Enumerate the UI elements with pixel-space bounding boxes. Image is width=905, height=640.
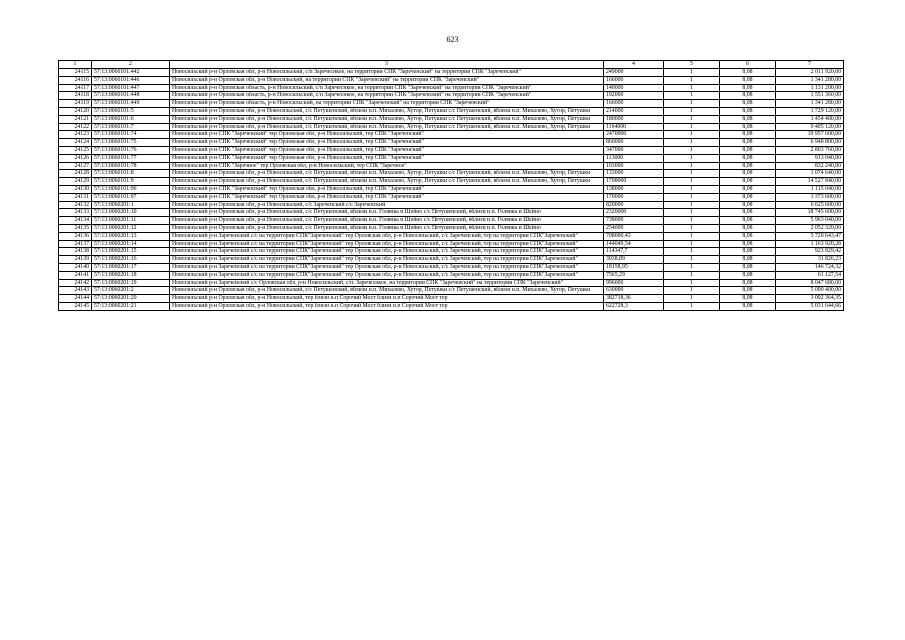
cell-k: 1: [664, 115, 720, 123]
cell-val: 5 031 644,66: [776, 302, 844, 310]
cell-val: 6 625 600,00: [776, 201, 844, 209]
cell-val: 14 527 840,00: [776, 178, 844, 186]
cell-val: 1 729 120,00: [776, 107, 844, 115]
table-row: [59, 162, 844, 170]
cell-rate: 8,08: [720, 115, 776, 123]
cell-n: 24139: [59, 256, 92, 264]
cell-rate: 8,08: [720, 302, 776, 310]
table-row: [59, 185, 844, 193]
cell-desc: Новосильский р-н Зареченский с/с на территории СПК"Зареченский" тер Орловская обл, р-н Новосильский, с/с Зареченский, тер на территории СПК"Зареченский": [170, 271, 604, 279]
cell-rate: 8,08: [720, 232, 776, 240]
column-header: 6: [720, 61, 776, 69]
cell-val: 832 240,00: [776, 162, 844, 170]
cell-val: 2 011 920,00: [776, 69, 844, 77]
cell-rate: 8,08: [720, 154, 776, 162]
table-row: [59, 170, 844, 178]
cell-area: 138000: [604, 185, 664, 193]
cell-cad: 57:13:0060201:2: [92, 287, 170, 295]
cell-k: 1: [664, 279, 720, 287]
cell-cad: 57:13:0060101:74: [92, 131, 170, 139]
cell-cad: 57:13:0060101:96: [92, 185, 170, 193]
cell-n: 24130: [59, 185, 92, 193]
cell-desc: Новосильский р-н СПК "Зареченский" тер Орловская обл, р-н Новосильский, тер СПК "Зареченский": [170, 154, 604, 162]
cell-desc: Новосильский р-н Орловская область, р-н Новосильский, на территории СПК "Зареченский" на территории СПК "Зареченский": [170, 100, 604, 108]
cell-k: 1: [664, 84, 720, 92]
cell-desc: Новосильский р-н СПК "Зареченский" тер Орловская обл, р-н Новосильский, тер СПК "Зареченский": [170, 193, 604, 201]
cell-area: 254000: [604, 224, 664, 232]
cell-rate: 8,08: [720, 84, 776, 92]
cell-k: 1: [664, 256, 720, 264]
cell-desc: Новосильский р-н Орловская обл, р-н Новосильский, тер близи н.п Сорочий Мост близи н.п Сорочий Мост тер: [170, 302, 604, 310]
cell-val: 5 963 040,00: [776, 217, 844, 225]
cell-desc: Новосильский р-н Зареченский с/с на территории СПК"Зареченский" тер Орловская обл, р-н Новосильский, с/с Зареченский, тер на территории СПК"Зареченский": [170, 263, 604, 271]
cell-rate: 8,08: [720, 76, 776, 84]
column-number-row: [59, 61, 844, 69]
cell-k: 1: [664, 240, 720, 248]
column-header: 2: [92, 61, 170, 69]
cell-k: 1: [664, 154, 720, 162]
table-row: [59, 240, 844, 248]
cell-cad: 57:13:0060201:19: [92, 279, 170, 287]
table-row: [59, 123, 844, 131]
cell-desc: Новосильский р-н Орловская обл, р-н Новосильский, с/с Зареченский с/с Зареченский: [170, 201, 604, 209]
cell-rate: 8,08: [720, 162, 776, 170]
cell-val: 9 405 120,00: [776, 123, 844, 131]
cell-val: 2 803 760,00: [776, 146, 844, 154]
cell-rate: 8,08: [720, 92, 776, 100]
cell-area: 622728,3: [604, 302, 664, 310]
cell-val: 1 115 040,00: [776, 185, 844, 193]
cell-area: 820000: [604, 201, 664, 209]
table-row: [59, 217, 844, 225]
cell-val: 6 948 800,00: [776, 139, 844, 147]
cell-val: 1 341 280,00: [776, 76, 844, 84]
table-row: [59, 224, 844, 232]
cell-val: 1 341 280,00: [776, 100, 844, 108]
cell-cad: 57:13:0060101:78: [92, 162, 170, 170]
table-row: [59, 287, 844, 295]
cell-cad: 57:13:0060201:17: [92, 263, 170, 271]
table-row: [59, 271, 844, 279]
cell-area: 170000: [604, 193, 664, 201]
table-row: [59, 201, 844, 209]
cell-val: 1 163 920,28: [776, 240, 844, 248]
cell-n: 24141: [59, 271, 92, 279]
cell-val: 5 090 400,00: [776, 287, 844, 295]
cell-desc: Новосильский р-н СПК "Зареченский" тер Орловская обл, р-н Новосильский, тер СПК "Зареченский": [170, 131, 604, 139]
cell-rate: 8,08: [720, 170, 776, 178]
cell-rate: 8,08: [720, 146, 776, 154]
cell-desc: Новосильский р-н Зареченский с/с на территории СПК"Зареченский" тер Орловская обл, р-н Новосильский, с/с Зареченский, тер на территории СПК"Зареченский": [170, 256, 604, 264]
cell-desc: Новосильский р-н Зареченский с/с Орловская обл, р-н Новосильский, с/п. Заречеснкое, на территории СПК "Зареченский" на территории СПК "Зареченский": [170, 279, 604, 287]
cell-rate: 8,08: [720, 279, 776, 287]
cell-k: 1: [664, 271, 720, 279]
cell-cad: 57:13:0060201:11: [92, 217, 170, 225]
column-header: 3: [170, 61, 604, 69]
cell-val: 18 745 600,00: [776, 209, 844, 217]
cell-cad: 57:13:0060201:13: [92, 232, 170, 240]
cell-n: 24140: [59, 263, 92, 271]
cell-val: 1 551 360,00: [776, 92, 844, 100]
cell-n: 24144: [59, 295, 92, 303]
cell-n: 24129: [59, 178, 92, 186]
cell-cad: 57:13:0060201:21: [92, 302, 170, 310]
cell-rate: 8,08: [720, 256, 776, 264]
cell-n: 24119: [59, 100, 92, 108]
cell-area: 249000: [604, 69, 664, 77]
cell-cad: 57:13:0060101:442: [92, 69, 170, 77]
column-header: 5: [664, 61, 720, 69]
cell-desc: Новосильский р-н Орловская область, р-н Новосильский, с/п Заречеснкое, на территории СПК "Зареченский" на территории СПК "Зареченский": [170, 92, 604, 100]
cell-val: 1 373 600,00: [776, 193, 844, 201]
cell-k: 1: [664, 201, 720, 209]
cell-k: 1: [664, 209, 720, 217]
cell-cad: 57:13:0060101:449: [92, 100, 170, 108]
cell-area: 738000: [604, 217, 664, 225]
table-row: [59, 115, 844, 123]
cell-k: 1: [664, 302, 720, 310]
cell-area: 133000: [604, 170, 664, 178]
cell-val: 61 127,54: [776, 271, 844, 279]
cell-n: 24120: [59, 107, 92, 115]
cell-val: 1 454 400,00: [776, 115, 844, 123]
cell-k: 1: [664, 217, 720, 225]
cell-area: 2470000: [604, 131, 664, 139]
cell-val: 8 047 680,00: [776, 279, 844, 287]
cell-cad: 57:13:0060101:5: [92, 107, 170, 115]
cell-n: 24137: [59, 240, 92, 248]
cell-desc: Новосильский р-н Орловская обл, р-н Новосильский, с/с Петушенский, вблизи н.п. Михалево, Хутор, Петушки с/с Петушенский, вблизи н.п. Михалево, Хутор, Петушки: [170, 287, 604, 295]
cell-n: 24117: [59, 84, 92, 92]
cell-k: 1: [664, 92, 720, 100]
cell-n: 24128: [59, 170, 92, 178]
cell-desc: Новосильский р-н Орловская обл, р-н Новосильский, с/с Петушенский, вблизи н.п. Михалево, Хутор, Петушки с/с Петушенский, вблизи н.п. Михалево, Хутор, Петушки: [170, 115, 604, 123]
cell-cad: 57:13:0060201:10: [92, 209, 170, 217]
cell-n: 24135: [59, 224, 92, 232]
cell-k: 1: [664, 263, 720, 271]
cell-k: 1: [664, 131, 720, 139]
cell-area: 860000: [604, 139, 664, 147]
cell-val: 2 052 320,00: [776, 224, 844, 232]
cell-cad: 57:13:0060101:76: [92, 146, 170, 154]
cell-rate: 8,08: [720, 295, 776, 303]
cell-k: 1: [664, 224, 720, 232]
column-header: 1: [59, 61, 92, 69]
cell-val: 19 957 600,00: [776, 131, 844, 139]
cell-k: 1: [664, 162, 720, 170]
cell-n: 24115: [59, 69, 92, 77]
cell-n: 24124: [59, 139, 92, 147]
cell-rate: 8,08: [720, 139, 776, 147]
table-row: [59, 256, 844, 264]
cell-rate: 8,08: [720, 100, 776, 108]
cell-cad: 57:13:0060101:448: [92, 92, 170, 100]
cell-rate: 8,08: [720, 271, 776, 279]
table-row: [59, 302, 844, 310]
cell-cad: 57:13:0060101:75: [92, 139, 170, 147]
cell-k: 1: [664, 76, 720, 84]
cell-n: 24142: [59, 279, 92, 287]
cell-area: 166000: [604, 100, 664, 108]
cell-cad: 57:13:0060101:446: [92, 76, 170, 84]
cell-n: 24133: [59, 209, 92, 217]
cell-k: 1: [664, 100, 720, 108]
table-row: [59, 146, 844, 154]
cell-area: 2320000: [604, 209, 664, 217]
cell-k: 1: [664, 295, 720, 303]
cell-val: 31 826,23: [776, 256, 844, 264]
cell-desc: Новосильский р-н Зареченский с/с на территории СПК"Зареченский" тер Орловская обл, р-н Новосильский, с/с Зареченский, тер на территории СПК"Зареченский": [170, 240, 604, 248]
cell-area: 166000: [604, 76, 664, 84]
cell-cad: 57:13:0060201:14: [92, 240, 170, 248]
cell-area: 144049,54: [604, 240, 664, 248]
cell-cad: 57:13:0060101:447: [92, 84, 170, 92]
cell-n: 24136: [59, 232, 92, 240]
cell-area: 214000: [604, 107, 664, 115]
column-header: 7: [776, 61, 844, 69]
table-body: [59, 69, 844, 311]
cell-k: 1: [664, 178, 720, 186]
table-row: [59, 69, 844, 77]
cell-desc: Новосильский р-н Орловская область, р-н Новосильский, с/п Заречеснкое, на территории СПК "Зареченский" на территории СПК "Зареченский": [170, 84, 604, 92]
cell-n: 24123: [59, 131, 92, 139]
cell-area: 347000: [604, 146, 664, 154]
cell-desc: Новосильский р-н Орловская обл, р-н Новосильский, на территории СПК "Зареченский" на территории СПК "Зареченский": [170, 76, 604, 84]
cell-desc: Новосильский р-н Зареченский с/с на территории СПК"Зареченский" тер Орловская обл, р-н Новосильский, с/с Зареченский, тер на территории СПК"Зареченский": [170, 232, 604, 240]
cell-rate: 8,08: [720, 131, 776, 139]
cell-area: 3938,89: [604, 256, 664, 264]
cell-rate: 8,08: [720, 263, 776, 271]
cell-cad: 57:13:0060201:16: [92, 256, 170, 264]
cell-desc: Новосильский р-н Зареченский с/с на территории СПК"Зареченский" тер Орловская обл, р-н Новосильский, с/с Зареченский, тер на территории СПК"Зареченский": [170, 248, 604, 256]
cell-area: 192000: [604, 92, 664, 100]
cell-area: 7565,29: [604, 271, 664, 279]
cell-area: 113000: [604, 154, 664, 162]
cell-k: 1: [664, 193, 720, 201]
cell-k: 1: [664, 287, 720, 295]
cell-area: 180000: [604, 115, 664, 123]
cell-rate: 8,08: [720, 201, 776, 209]
cell-k: 1: [664, 248, 720, 256]
table-row: [59, 100, 844, 108]
cell-k: 1: [664, 185, 720, 193]
cell-k: 1: [664, 232, 720, 240]
cell-desc: Новосильский р-н Орловская обл, р-н Новосильский, с/с Петушенский, вблизи н.п. Голянка и Шейно с/с Петушенский, вблизи н.п. Голянка и Шейно: [170, 217, 604, 225]
cell-n: 24131: [59, 193, 92, 201]
table-row: [59, 139, 844, 147]
cell-rate: 8,08: [720, 217, 776, 225]
cell-n: 24138: [59, 248, 92, 256]
cell-rate: 8,08: [720, 69, 776, 77]
cell-cad: 57:13:0060101:7: [92, 123, 170, 131]
cell-n: 24126: [59, 154, 92, 162]
cell-k: 1: [664, 107, 720, 115]
cell-val: 1 131 200,00: [776, 84, 844, 92]
table-row: [59, 248, 844, 256]
table-row: [59, 92, 844, 100]
cell-area: 103000: [604, 162, 664, 170]
cell-area: 708000,43: [604, 232, 664, 240]
cell-n: 24121: [59, 115, 92, 123]
cell-desc: Новосильский р-н Орловская обл, р-н Новосильский, с/с Петушенский, вблизи н.п. Голянка и Шейно с/с Петушенский, вблизи н.п. Голянка и Шейно: [170, 224, 604, 232]
cell-k: 1: [664, 146, 720, 154]
cell-cad: 57:13:0060101:6: [92, 115, 170, 123]
table-row: [59, 107, 844, 115]
cell-rate: 8,08: [720, 193, 776, 201]
table-row: [59, 154, 844, 162]
cell-val: 1 074 640,00: [776, 170, 844, 178]
cell-rate: 8,08: [720, 240, 776, 248]
cell-area: 630000: [604, 287, 664, 295]
cell-area: 114347,7: [604, 248, 664, 256]
cell-rate: 8,08: [720, 123, 776, 131]
cell-val: 146 724,32: [776, 263, 844, 271]
cell-k: 1: [664, 123, 720, 131]
cell-cad: 57:13:0060201:1: [92, 201, 170, 209]
cell-desc: Новосильский р-н СПК "Зареченский" тер Орловская обл, р-н Новосильский, тер СПК "Зареченский": [170, 185, 604, 193]
cell-desc: Новосильский р-н Орловская обл, р-н Новосильский, с/п Заречеснкое, на территории СПК "Зареченский" на территории СПК "Зареченский": [170, 69, 604, 77]
table-row: [59, 263, 844, 271]
cell-n: 24143: [59, 287, 92, 295]
table-row: [59, 131, 844, 139]
table-row: [59, 209, 844, 217]
cell-cad: 57:13:0060101:9: [92, 178, 170, 186]
table-row: [59, 178, 844, 186]
cell-area: 18158,95: [604, 263, 664, 271]
cell-desc: Новосильский р-н СПК "Зареченский" тер Орловская обл, р-н Новосильский, тер СПК "Зареченский": [170, 139, 604, 147]
cell-desc: Новосильский р-н СПК "Заречное" тер Орловская обл, р-н Новосильский, тер СПК "Заречное": [170, 162, 604, 170]
cell-k: 1: [664, 69, 720, 77]
cell-n: 24125: [59, 146, 92, 154]
cell-rate: 8,08: [720, 209, 776, 217]
cell-rate: 8,08: [720, 248, 776, 256]
cell-n: 24132: [59, 201, 92, 209]
cell-rate: 8,08: [720, 224, 776, 232]
cell-area: 382718,36: [604, 295, 664, 303]
cell-desc: Новосильский р-н СПК "Зареченский" тер Орловская обл, р-н Новосильский, тер СПК "Зареченский": [170, 146, 604, 154]
cell-rate: 8,08: [720, 178, 776, 186]
cell-desc: Новосильский р-н Орловская обл, р-н Новосильский, с/с Петушенский, вблизи н.п. Михалево, Хутор, Петушки с/с Петушенский, вблизи н.п. Михалево, Хутор, Петушки: [170, 170, 604, 178]
table-row: [59, 193, 844, 201]
table-row: [59, 295, 844, 303]
cell-n: 24145: [59, 302, 92, 310]
cell-area: 140000: [604, 84, 664, 92]
cell-rate: 8,08: [720, 107, 776, 115]
table-row: [59, 232, 844, 240]
cell-area: 1164000: [604, 123, 664, 131]
cell-n: 24127: [59, 162, 92, 170]
table-row: [59, 76, 844, 84]
cell-cad: 57:13:0060101:8: [92, 170, 170, 178]
cell-cad: 57:13:0060201:18: [92, 271, 170, 279]
cell-desc: Новосильский р-н Орловская обл, р-н Новосильский, с/с Петушенский, вблизи н.п. Михалево, Хутор, Петушки с/с Петушенский, вблизи н.п. Михалево, Хутор, Петушки: [170, 107, 604, 115]
cell-desc: Новосильский р-н Орловская обл, р-н Новосильский, с/с Петушенский, вблизи н.п. Голянка и Шейно с/с Петушенский, вблизи н.п. Голянка и Шейно: [170, 209, 604, 217]
cell-desc: Новосильский р-н Орловская обл, р-н Новосильский, с/с Петушенский, вблизи н.п. Михалево, Хутор, Петушки с/с Петушенский, вблизи н.п. Михалево, Хутор, Петушки: [170, 178, 604, 186]
cell-desc: Новосильский р-н Орловская обл, р-н Новосильский, тер близи н.п Сорочий Мост близи н.п Сорочий Мост тер: [170, 295, 604, 303]
cell-n: 24118: [59, 92, 92, 100]
cell-area: 1798000: [604, 178, 664, 186]
cell-cad: 57:13:0060101:97: [92, 193, 170, 201]
cell-cad: 57:13:0060201:15: [92, 248, 170, 256]
cell-cad: 57:13:0060201:12: [92, 224, 170, 232]
cell-n: 24134: [59, 217, 92, 225]
cadastral-table: [58, 60, 844, 311]
page-number: 623: [446, 35, 459, 44]
cell-val: 923 929,42: [776, 248, 844, 256]
cell-n: 24122: [59, 123, 92, 131]
cell-val: 913 040,00: [776, 154, 844, 162]
cell-k: 1: [664, 170, 720, 178]
cell-k: 1: [664, 139, 720, 147]
table-row: [59, 84, 844, 92]
cell-n: 24116: [59, 76, 92, 84]
cell-rate: 8,08: [720, 185, 776, 193]
cell-val: 5 720 643,47: [776, 232, 844, 240]
cell-rate: 8,08: [720, 287, 776, 295]
cell-cad: 57:13:0060201:20: [92, 295, 170, 303]
column-header: 4: [604, 61, 664, 69]
cell-desc: Новосильский р-н Орловская обл, р-н Новосильский, с/с Петушенский, вблизи н.п. Михалево, Хутор, Петушки с/с Петушенский, вблизи н.п. Михалево, Хутор, Петушки: [170, 123, 604, 131]
table-row: [59, 279, 844, 287]
cell-area: 996000: [604, 279, 664, 287]
cell-val: 3 092 364,35: [776, 295, 844, 303]
cell-cad: 57:13:0060101:77: [92, 154, 170, 162]
